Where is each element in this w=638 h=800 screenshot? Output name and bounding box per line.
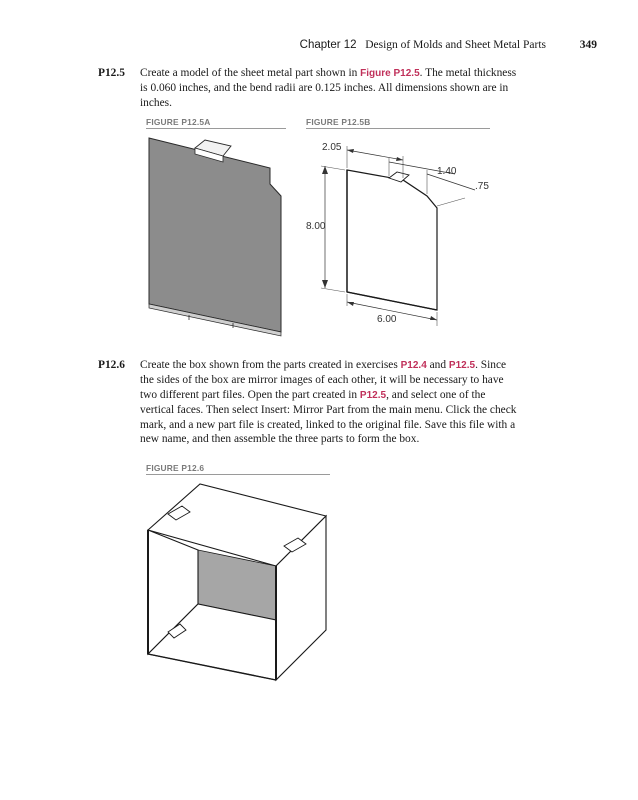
problem-p12-6	[98, 358, 518, 446]
figure-reference: Figure P12.5	[360, 68, 420, 79]
figure-p12-6-box	[146, 478, 336, 688]
extension-line	[437, 198, 465, 206]
dimension-tab-depth-label: .75	[475, 181, 489, 192]
dimension-height-label: 8.00	[306, 221, 326, 232]
problem-text	[140, 66, 518, 110]
arrowhead	[347, 149, 354, 153]
exercise-reference: P12.4	[400, 360, 427, 371]
figure-label-p12-6: FIGURE P12.6	[146, 463, 330, 475]
arrowhead	[322, 280, 328, 288]
exercise-reference: P12.5	[359, 389, 387, 401]
arrowhead	[430, 316, 437, 320]
problem-text-part: and	[426, 359, 449, 371]
problem-text-part: , and select one of the vertical faces. Then select Insert: Mirror Part from the main menu. Click the check mark, and a new part file is created, linked to the original file. Save this file with a new name, and then assemble the three parts to form the box.	[140, 388, 517, 446]
problem-p12-5	[98, 66, 518, 110]
dimension-line-width	[347, 150, 403, 160]
panel-face	[149, 138, 281, 332]
chapter-word: Chapter 12	[299, 39, 357, 51]
part-outline	[347, 170, 437, 310]
dimension-bottom-label: 6.00	[377, 314, 397, 325]
arrowhead	[396, 157, 403, 161]
extension-line	[321, 288, 345, 292]
figure-p12-5a-illustration	[145, 134, 285, 334]
chapter-name: Design of Molds and Sheet Metal Parts	[365, 39, 546, 51]
figure-p12-5b-drawing	[305, 134, 495, 334]
dimension-tab-label: 1.40	[437, 166, 457, 177]
problem-text-part: . The metal thickness is 0.060 inches, and the bend radii are 0.125 inches. All dimensions shown are in inches.	[140, 67, 517, 109]
problem-text-part: . Since the sides of the box are mirror images of each other, it will be necessary to have two different part files. Open the part created in	[140, 359, 507, 401]
chapter-title	[300, 39, 546, 51]
figure-label-p12-5a: FIGURE P12.5A	[146, 117, 286, 129]
page-number: 349	[579, 39, 597, 51]
figure-label-p12-5b: FIGURE P12.5B	[306, 117, 490, 129]
exercise-reference: P12.5	[448, 360, 476, 371]
problem-text-part: Create the box shown from the parts created in exercises	[140, 359, 401, 371]
problem-number: P12.5	[98, 67, 125, 79]
dimension-width-label: 2.05	[322, 142, 342, 153]
problem-number: P12.6	[98, 359, 125, 371]
running-header	[0, 39, 638, 55]
problem-text-part: Create a model of the sheet metal part shown in	[140, 67, 361, 79]
problem-text	[140, 358, 518, 446]
arrowhead	[347, 302, 354, 306]
